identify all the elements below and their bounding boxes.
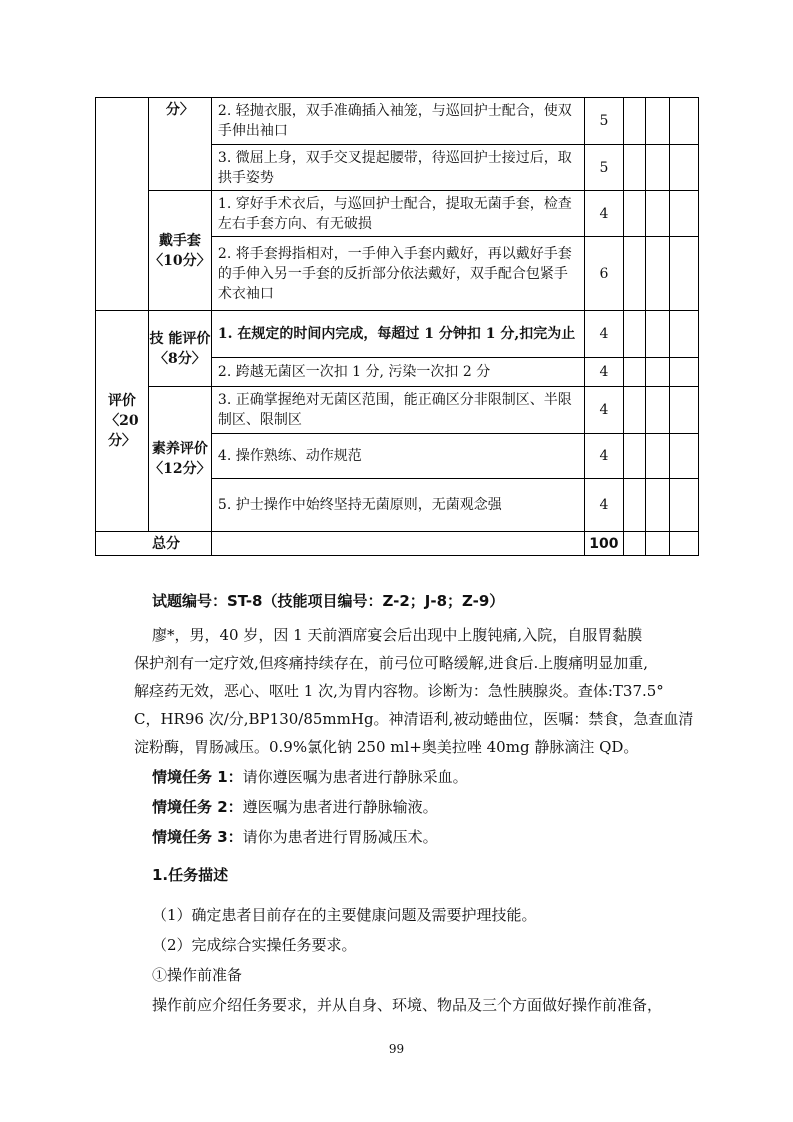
criterion-text: 4. 操作熟练、动作规范 xyxy=(211,434,584,479)
criterion-text: 2. 跨越无菌区一次扣 1 分, 污染一次扣 2 分 xyxy=(211,358,584,387)
subcategory-gloves: 戴手套〈10分〉 xyxy=(148,191,211,311)
criterion-text: 2. 轻抛衣服，双手准确插入袖笼，与巡回护士配合，使双手伸出袖口 xyxy=(211,98,584,145)
subcategory-prev: 分〉 xyxy=(148,98,211,191)
scenario-task-1 xyxy=(152,766,468,787)
task-text: 请你遵医嘱为患者进行静脉采血。 xyxy=(242,768,468,786)
case-paragraph-line: 廖*，男，40 岁，因 1 天前酒席宴会后出现中上腹钝痛,入院，自服胃黏膜 xyxy=(152,626,643,644)
list-item: （2）完成综合实操任务要求。 xyxy=(152,936,357,954)
total-score: 100 xyxy=(585,532,624,556)
list-item: 操作前应介绍任务要求，并从自身、环境、物品及三个方面做好操作前准备， xyxy=(152,996,663,1014)
task-text: 遵医嘱为患者进行静脉输液。 xyxy=(242,798,438,816)
score-value: 4 xyxy=(585,358,624,387)
score-value: 5 xyxy=(585,145,624,191)
table-row xyxy=(96,191,699,237)
subcategory-skill: 技 能评价〈8分〉 xyxy=(148,311,211,387)
scenario-task-3 xyxy=(152,826,438,847)
task-label: 情境任务 2： xyxy=(152,798,243,816)
criterion-text: 3. 微屈上身，双手交叉提起腰带，待巡回护士接过后，取拱手姿势 xyxy=(211,145,584,191)
blank-cell xyxy=(211,532,584,556)
score-value: 6 xyxy=(585,237,624,311)
blank-cell xyxy=(670,98,699,145)
score-value: 4 xyxy=(585,387,624,434)
task-label: 情境任务 1： xyxy=(152,768,243,786)
subcategory-quality: 素养评价 〈12分〉 xyxy=(148,387,211,532)
criterion-text: 5. 护士操作中始终坚持无菌原则，无菌观念强 xyxy=(211,479,584,532)
list-item: ①操作前准备 xyxy=(152,966,243,984)
list-item: （1）确定患者目前存在的主要健康问题及需要护理技能。 xyxy=(152,906,537,924)
total-label: 总分 xyxy=(96,532,212,556)
section-heading: 1.任务描述 xyxy=(152,866,229,884)
page-number: 99 xyxy=(388,1042,405,1056)
score-value: 4 xyxy=(585,311,624,358)
score-value: 4 xyxy=(585,191,624,237)
table-row xyxy=(96,311,699,358)
table-row xyxy=(96,387,699,434)
scenario-task-2 xyxy=(152,796,438,817)
criterion-text: 1. 穿好手术衣后，与巡回护士配合，提取无菌手套，检查左右手套方向、有无破损 xyxy=(211,191,584,237)
table-row xyxy=(96,98,699,145)
criterion-text: 2. 将手套拇指相对，一手伸入手套内戴好，再以戴好手套的手伸入另一手套的反折部分依法戴好，双手配合包紧手术衣袖口 xyxy=(211,237,584,311)
case-paragraph-line: C，HR96 次/分,BP130/85mmHg。神清语利,被动蜷曲位，医嘱：禁食，急查血清 xyxy=(134,710,694,728)
case-paragraph-line: 淀粉酶，胃肠减压。0.9%氯化钠 250 ml+奥美拉唑 40mg 静脉滴注 QD。 xyxy=(134,738,639,756)
score-value: 4 xyxy=(585,434,624,479)
category-eval: 评价〈20分〉 xyxy=(96,311,149,532)
question-title: 试题编号：ST-8（技能项目编号：Z-2；J-8；Z-9） xyxy=(152,592,505,610)
blank-cell xyxy=(646,98,670,145)
score-value: 4 xyxy=(585,479,624,532)
case-paragraph-line: 解痉药无效，恶心、呕吐 1 次,为胃内容物。诊断为：急性胰腺炎。查体:T37.5° xyxy=(134,682,664,700)
total-row xyxy=(96,532,699,556)
criterion-text: 1. 在规定的时间内完成，每超过 1 分钟扣 1 分,扣完为止 xyxy=(211,311,584,358)
blank-cell xyxy=(623,98,645,145)
score-table-eval xyxy=(95,310,699,556)
criterion-text: 3. 正确掌握绝对无菌区范围，能正确区分非限制区、半限制区、限制区 xyxy=(211,387,584,434)
score-value: 5 xyxy=(585,98,624,145)
task-label: 情境任务 3： xyxy=(152,828,243,846)
task-text: 请你为患者进行胃肠减压术。 xyxy=(242,828,438,846)
category-cell-prev xyxy=(96,98,149,311)
case-paragraph-line: 保护剂有一定疗效,但疼痛持续存在，前弓位可略缓解,进食后.上腹痛明显加重, xyxy=(134,654,649,672)
score-table xyxy=(95,97,699,311)
